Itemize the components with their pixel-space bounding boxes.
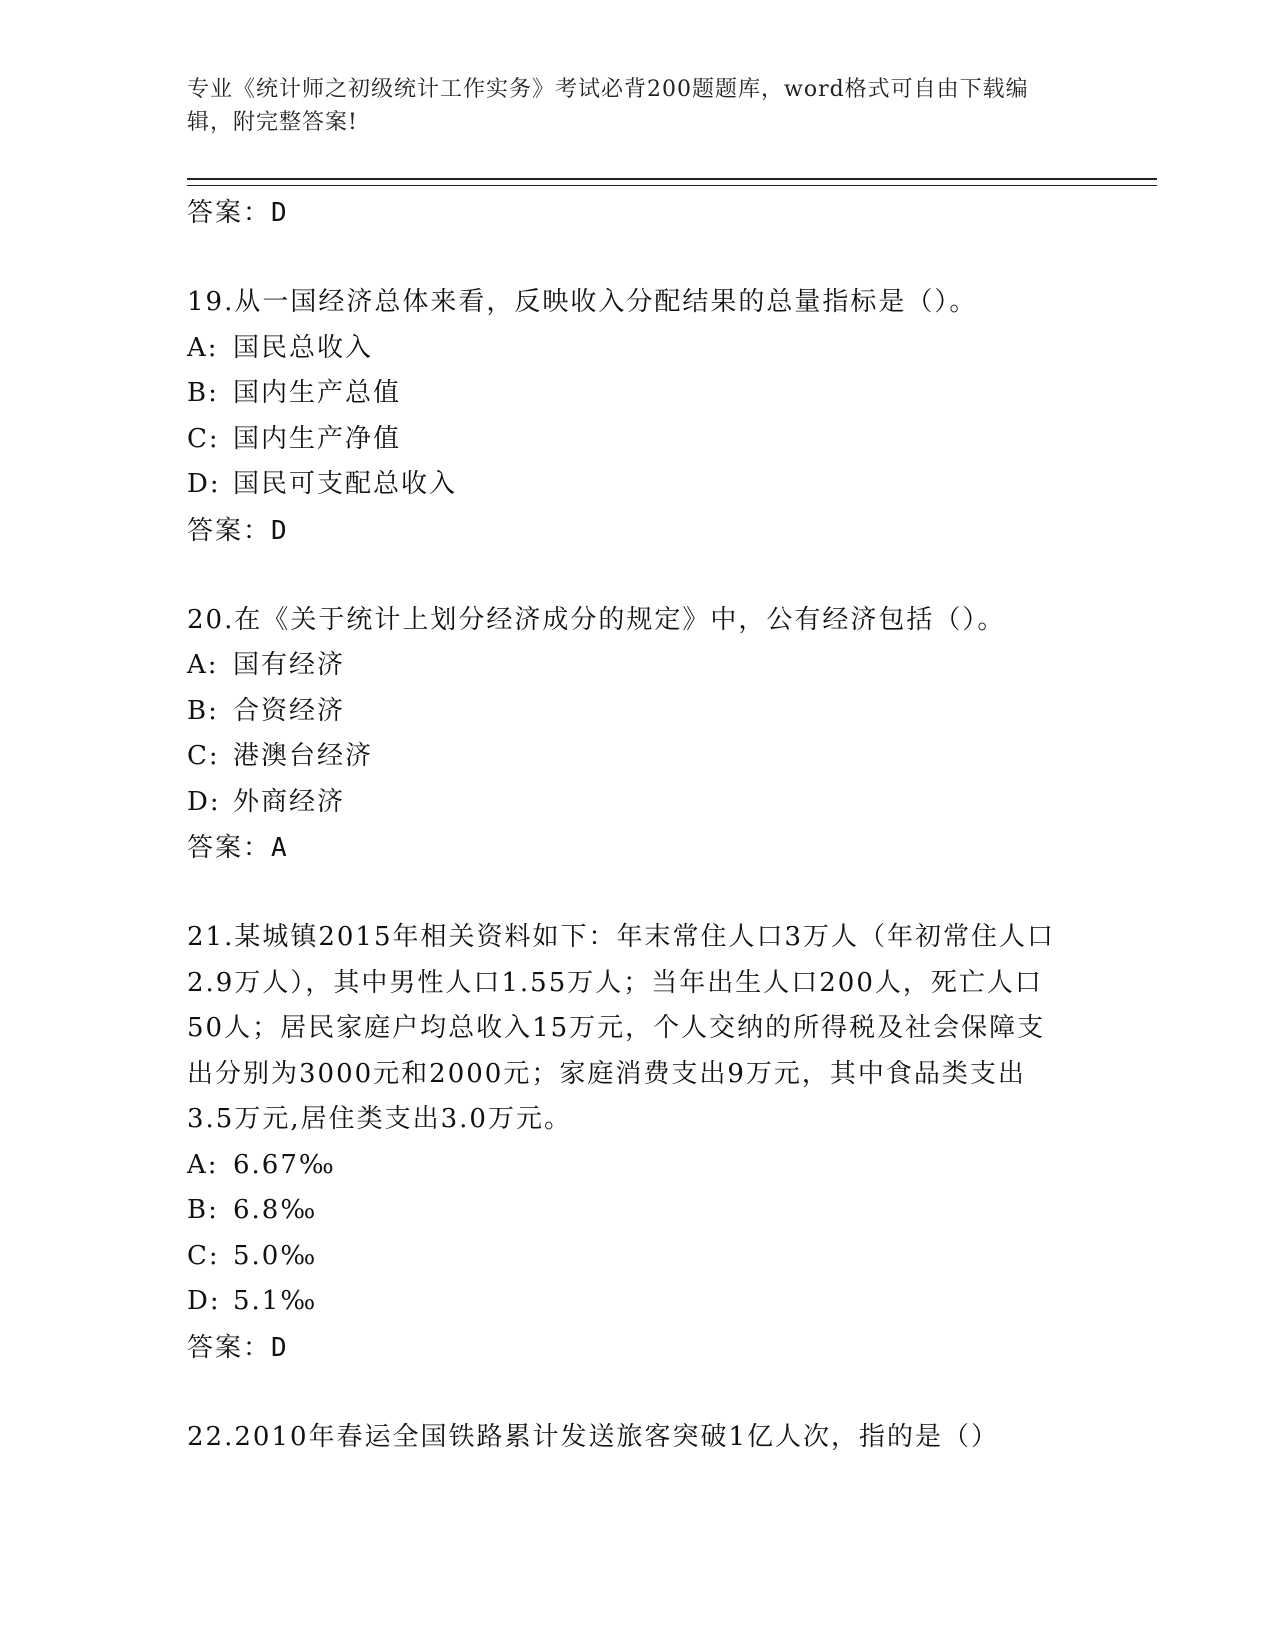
option-letter: C: [187,1240,220,1271]
option-text: 国有经济 [233,650,346,680]
option-c [187,734,1067,780]
option-letter: D: [187,786,221,817]
answer-label: 答案： [187,198,272,228]
option-b [187,689,1067,735]
option-text: 合资经济 [233,695,346,726]
answer-value: D [271,515,289,546]
answer-value: A [271,833,289,863]
option-text: 6.67‰ [233,1149,336,1180]
header-divider [187,178,1157,186]
question-stem: 19.从一国经济总体来看，反映收入分配结果的总量指标是（）。 [187,287,978,317]
document-body [187,190,1067,1460]
answer-line [187,508,1067,554]
option-d [187,462,1067,508]
question-stem: 22.2010年春运全国铁路累计发送旅客突破1亿人次，指的是（） [187,1421,1000,1452]
option-letter: A: [187,1149,219,1180]
answer-value: D [271,198,289,228]
answer-label: 答案： [187,833,272,863]
option-text: 外商经济 [233,786,346,817]
answer-line [187,1325,1067,1371]
option-letter: B: [187,378,219,408]
question-22 [187,1415,1067,1461]
option-d [187,1279,1067,1325]
option-letter: A: [187,650,219,680]
option-c [187,417,1067,463]
answer-line [187,825,1067,871]
question-20 [187,598,1067,872]
option-text: 5.0‰ [233,1240,318,1271]
option-letter: B: [187,1195,219,1225]
option-c [187,1234,1067,1280]
option-d [187,780,1067,826]
option-letter: A: [187,332,219,363]
question-stem: 20.在《关于统计上划分经济成分的规定》中，公有经济包括（）。 [187,604,1006,635]
answer-value: D [271,1332,289,1363]
option-a [187,643,1067,689]
option-letter: D: [187,469,221,499]
option-letter: C: [187,741,220,771]
option-b [187,1188,1067,1234]
option-letter: B: [187,695,219,726]
option-a [187,326,1067,372]
option-text: 国民总收入 [233,332,374,363]
option-b [187,371,1067,417]
option-text: 5.1‰ [233,1286,318,1316]
question-stem: 21.某城镇2015年相关资料如下：年末常住人口3万人（年初常住人口2.9万人），其中男性人口1.55万人；当年出生人口200人，死亡人口50人；居民家庭户均总收入15万元，个人交纳的所得税及社会保障支出分别为3000元和2000元；家庭消费支出9万元，其中食品类支出3.5万元,居住类支出3.0万元。 [187,922,1056,1134]
page-header: 专业《统计师之初级统计工作实务》考试必背200题题库，word格式可自由下载编辑，附完整答案! [187,77,1029,135]
question-21 [187,915,1067,1371]
answer-label: 答案： [187,515,272,546]
option-a [187,1143,1067,1189]
option-text: 国民可支配总收入 [233,469,458,499]
question-19 [187,280,1067,554]
answer-line [187,190,1067,236]
option-text: 6.8‰ [233,1195,318,1225]
option-letter: D: [187,1286,221,1316]
answer-label: 答案： [187,1332,272,1363]
option-letter: C: [187,423,220,454]
option-text: 国内生产总值 [233,378,402,408]
option-text: 港澳台经济 [233,741,374,771]
option-text: 国内生产净值 [233,423,402,454]
